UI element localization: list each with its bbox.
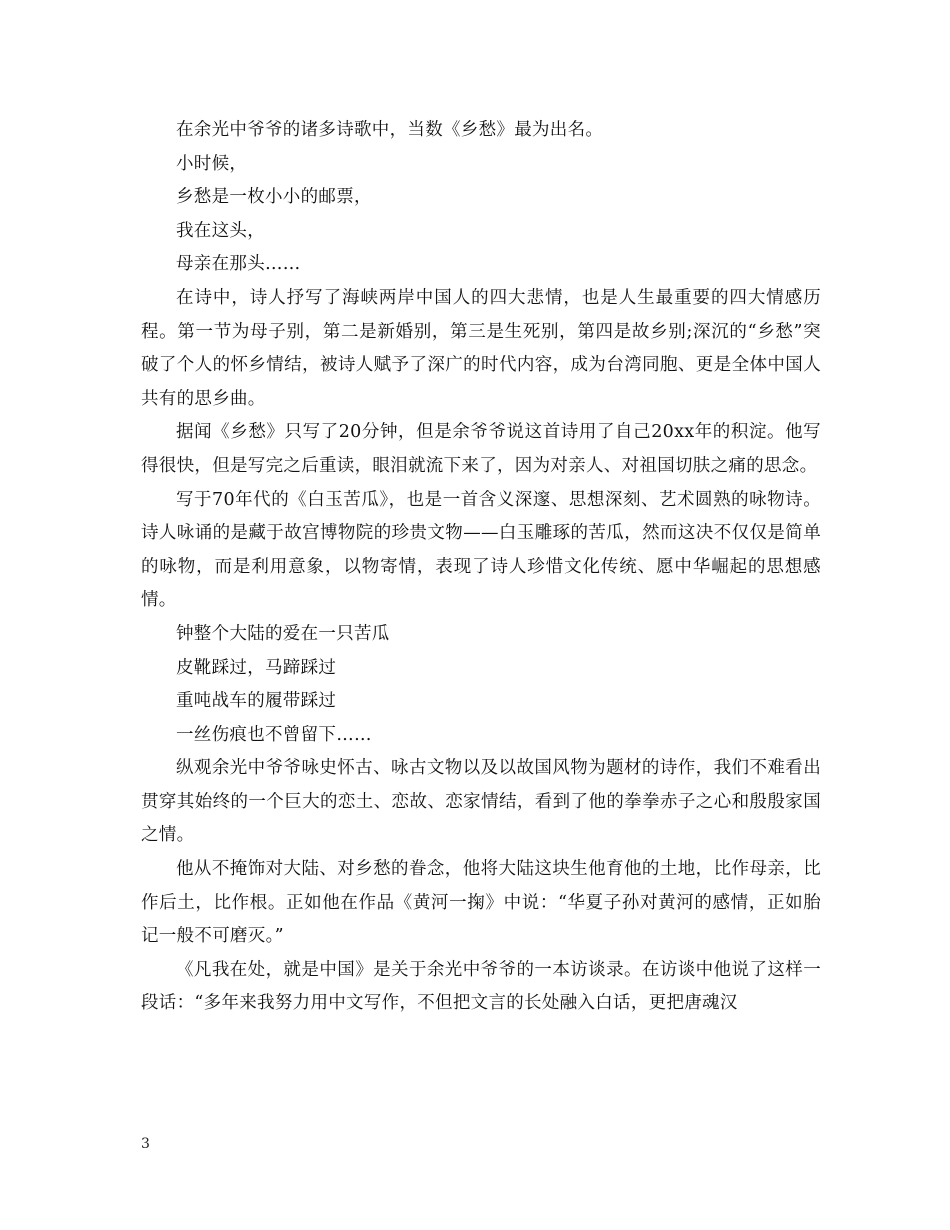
poem-line: 一丝伤痕也不曾留下…… [176, 724, 372, 745]
poem-line: 我在这头， [176, 220, 265, 241]
paragraph: 写于70年代的《白玉苦瓜》，也是一首含义深邃、思想深刻、艺术圆熟的咏物诗。诗人咏诵的是藏于故宫博物院的珍贵文物——白玉雕琢的苦瓜，然而这决不仅仅是简单的咏物，而是利用意象，以物寄情，表现了诗人珍惜文化传统、愿中华崛起的思想感情。 [141, 489, 821, 611]
poem-line: 小时候， [176, 153, 248, 174]
poem-line: 乡愁是一枚小小的邮票， [176, 187, 372, 208]
poem-line: 重吨战车的履带踩过 [176, 691, 337, 712]
paragraph: 他从不掩饰对大陆、对乡愁的眷念，他将大陆这块生他育他的土地，比作母亲，比作后土，比作根。正如他在作品《黄河一掬》中说：“华夏子孙对黄河的感情，正如胎记一般不可磨灭。” [141, 859, 821, 947]
poem-line: 皮靴踩过，马蹄踩过 [176, 657, 337, 678]
paragraph: 在诗中，诗人抒写了海峡两岸中国人的四大悲情，也是人生最重要的四大情感历程。第一节为母子别，第二是新婚别，第三是生死别，第四是故乡别;深沉的“乡愁”突破了个人的怀乡情结，被诗人赋予了深广的时代内容，成为台湾同胞、更是全体中国人共有的思乡曲。 [141, 287, 821, 409]
paragraph: 在余光中爷爷的诸多诗歌中，当数《乡愁》最为出名。 [176, 120, 604, 140]
paragraph: 《凡我在处，就是中国》是关于余光中爷爷的一本访谈录。在访谈中他说了这样一段话：“多年来我努力用中文写作，不但把文言的长处融入白话，更把唐魂汉 [141, 959, 821, 1014]
poem-line: 母亲在那头…… [176, 254, 301, 275]
poem-line: 钟整个大陆的爱在一只苦瓜 [176, 623, 390, 644]
paragraph: 据闻《乡愁》只写了20分钟，但是余爷爷说这首诗用了自己20xx年的积淀。他写得很快，但是写完之后重读，眼泪就流下来了，因为对亲人、对祖国切肤之痛的思念。 [141, 422, 821, 476]
page-number: 3 [141, 1136, 150, 1152]
paragraph: 纵观余光中爷爷咏史怀古、咏古文物以及以故国风物为题材的诗作，我们不难看出贯穿其始终的一个巨大的恋土、恋故、恋家情结，看到了他的拳拳赤子之心和殷殷家国之情。 [141, 758, 821, 846]
body-text [141, 114, 821, 1021]
